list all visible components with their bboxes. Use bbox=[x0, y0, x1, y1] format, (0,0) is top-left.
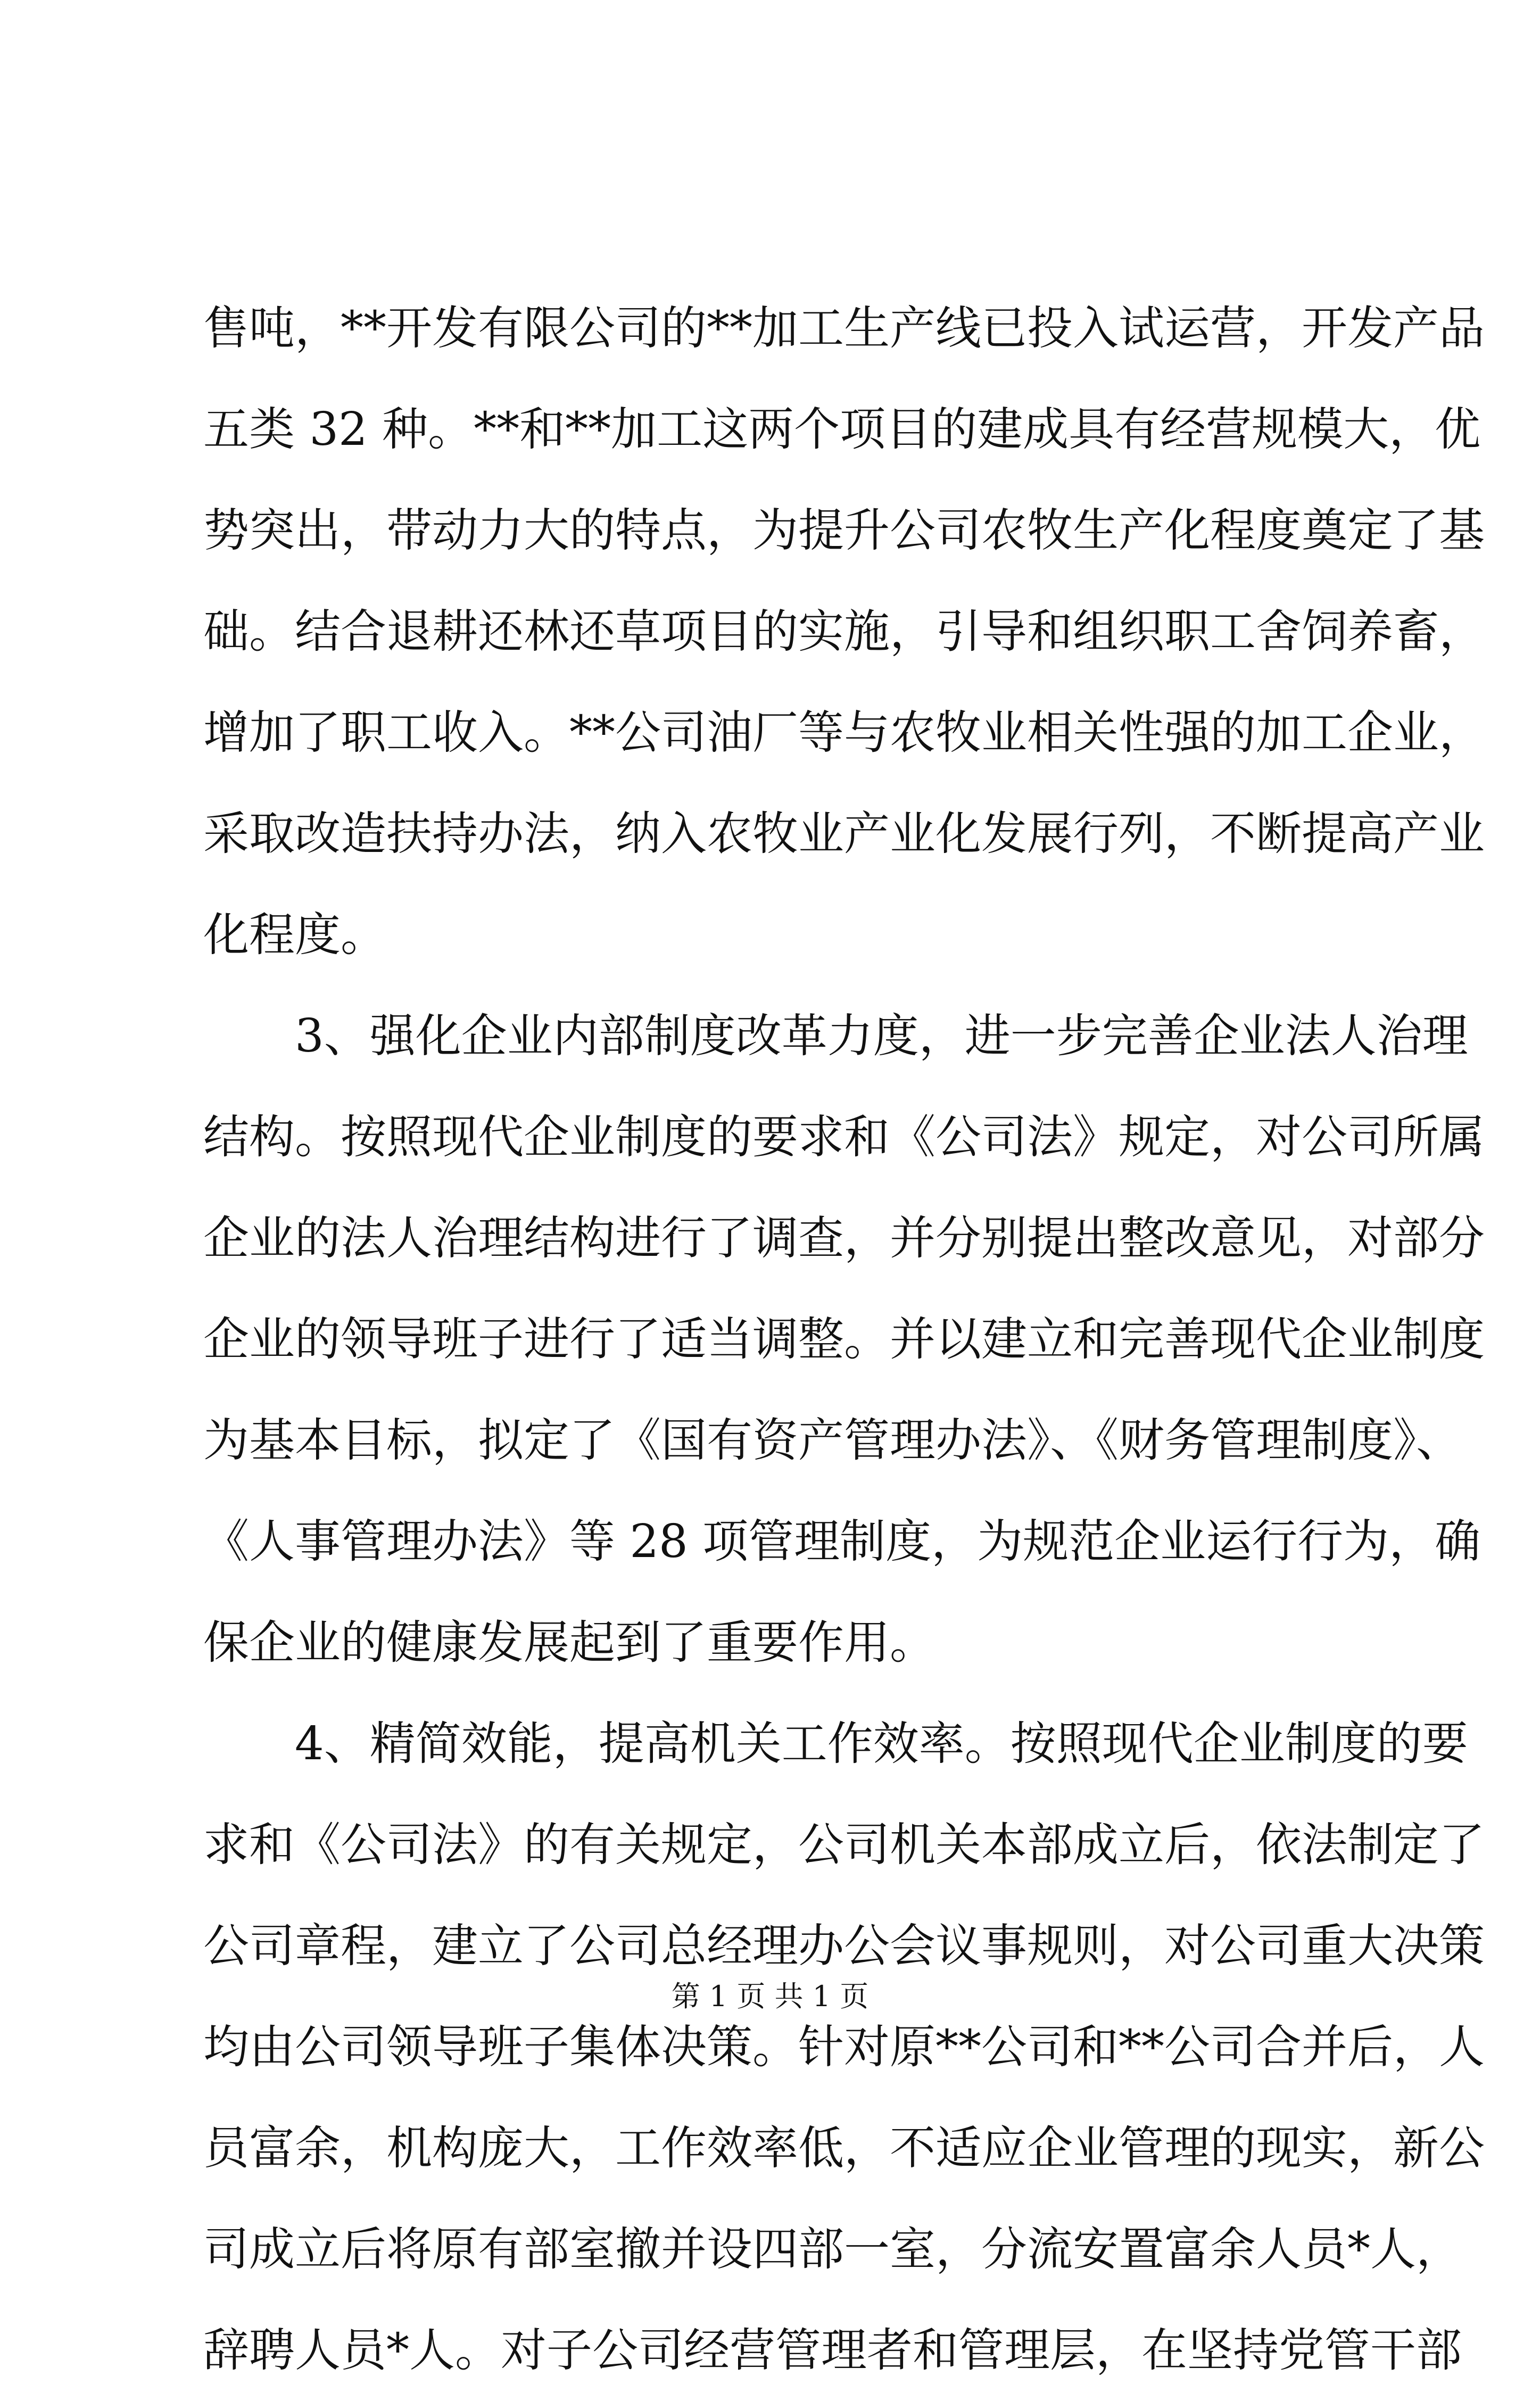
text-line: 辞聘人员*人。对子公司经营管理者和管理层，在坚持党管干部 bbox=[203, 2324, 1462, 2377]
text-line: 增加了职工收入。**公司油厂等与农牧业相关性强的加工企业， bbox=[203, 706, 1485, 759]
text-line: 企业的法人治理结构进行了调查，并分别提出整改意见，对部分 bbox=[203, 1212, 1485, 1265]
text-line: 公司章程，建立了公司总经理办公会议事规则，对公司重大决策 bbox=[203, 1919, 1485, 1973]
text-line: 员富余，机构庞大，工作效率低，不适应企业管理的现实，新公 bbox=[203, 2122, 1485, 2175]
text-line: 《人事管理办法》等 28 项管理制度，为规范企业运行行为，确 bbox=[203, 1515, 1481, 1568]
text-line: 保企业的健康发展起到了重要作用。 bbox=[203, 1616, 935, 1669]
text-line: 化程度。 bbox=[203, 908, 386, 962]
page-number-footer: 第 1 页 共 1 页 bbox=[671, 1980, 869, 2013]
text-line: 势突出，带动力大的特点，为提升公司农牧生产化程度奠定了基 bbox=[203, 504, 1485, 557]
text-line: 结构。按照现代企业制度的要求和《公司法》规定，对公司所属 bbox=[203, 1111, 1485, 1164]
text-line: 售吨，**开发有限公司的**加工生产线已投入试运营，开发产品 bbox=[203, 302, 1485, 355]
text-line: 采取改造扶持办法，纳入农牧业产业化发展行列，不断提高产业 bbox=[203, 807, 1485, 860]
text-line: 求和《公司法》的有关规定，公司机关本部成立后，依法制定了 bbox=[203, 1818, 1485, 1872]
text-line: 司成立后将原有部室撤并设四部一室，分流安置富余人员*人， bbox=[203, 2223, 1462, 2276]
text-line: 3、强化企业内部制度改革力度，进一步完善企业法人治理 bbox=[295, 1009, 1468, 1063]
text-line: 五类 32 种。**和**加工这两个项目的建成具有经营规模大，优 bbox=[203, 403, 1481, 456]
text-line: 均由公司领导班子集体决策。针对原**公司和**公司合并后，人 bbox=[203, 2021, 1485, 2074]
text-line: 企业的领导班子进行了适当调整。并以建立和完善现代企业制度 bbox=[203, 1313, 1485, 1366]
text-line: 4、精简效能，提高机关工作效率。按照现代企业制度的要 bbox=[295, 1717, 1468, 1770]
text-line: 础。结合退耕还林还草项目的实施，引导和组织职工舍饲养畜， bbox=[203, 605, 1485, 658]
text-line: 为基本目标，拟定了《国有资产管理办法》、《财务管理制度》、 bbox=[203, 1414, 1462, 1467]
document-body bbox=[203, 278, 1485, 2401]
